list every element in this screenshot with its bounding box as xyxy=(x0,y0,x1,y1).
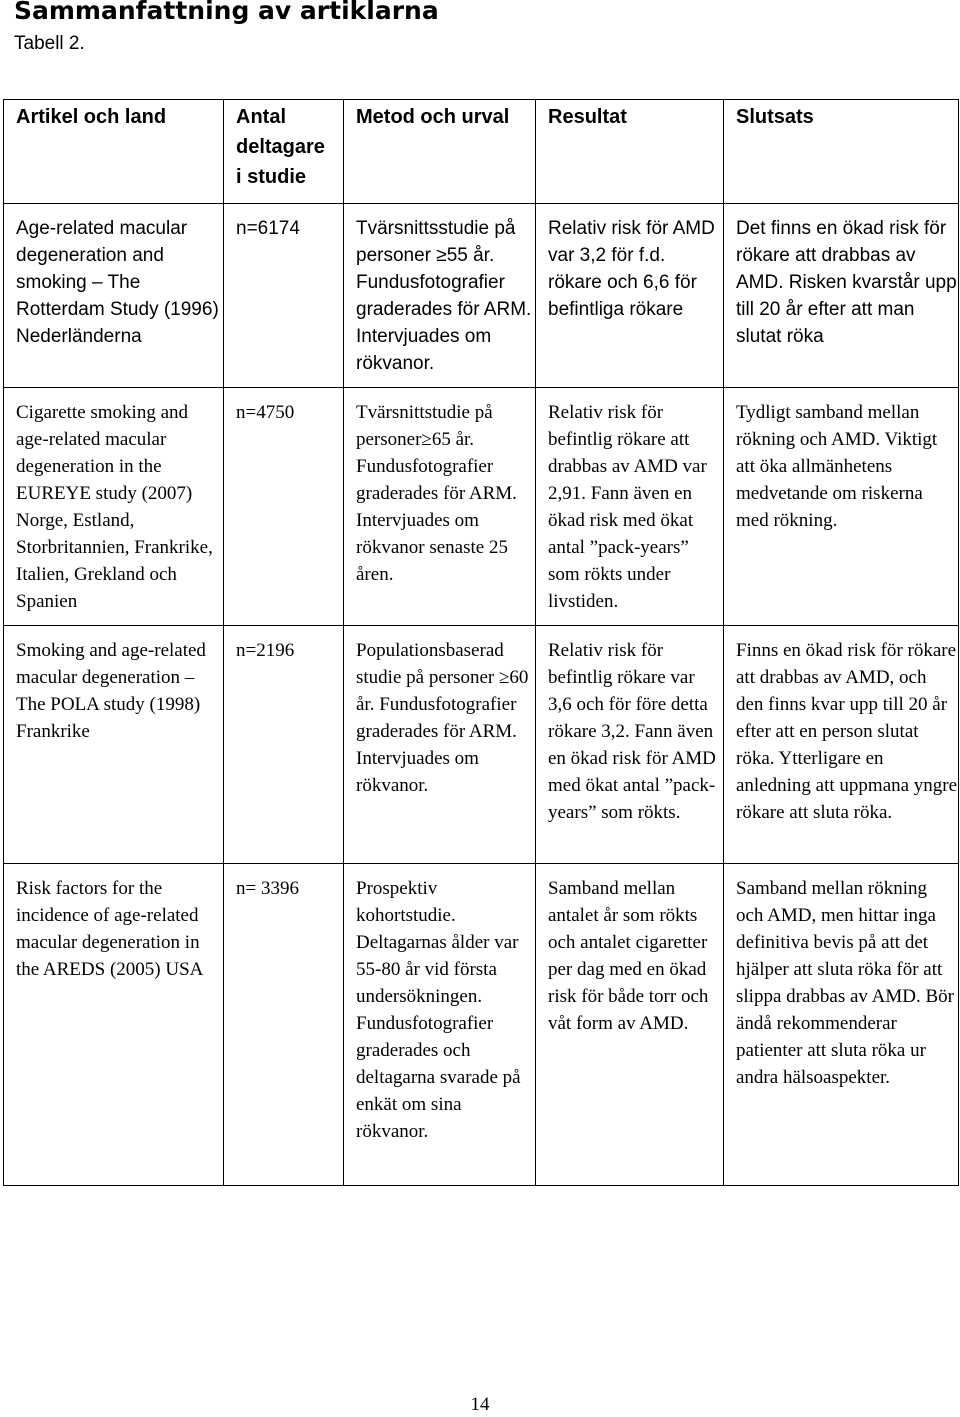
cell-conclusion: Det finns en ökad risk för rökare att drabbas av AMD. Risken kvarstår upp till 20 år efter att man slutat röka xyxy=(724,204,959,388)
cell-method: Tvärsnittstudie på personer≥65 år. Fundusfotografier graderades för ARM. Intervjuades om rökvanor senaste 25 åren. xyxy=(344,388,536,626)
cell-conclusion: Finns en ökad risk för rökare att drabbas av AMD, och den finns kvar upp till 20 år efter att en person slutat röka. Ytterligare en anledning att uppmana yngre rökare att sluta röka. xyxy=(724,626,959,864)
cell-method: Prospektiv kohortstudie. Deltagarnas ålder var 55-80 år vid första undersökningen. Fundusfotografier graderades och deltagarna svarade på enkät om sina rökvanor. xyxy=(344,864,536,1186)
cell-method: Tvärsnittsstudie på personer ≥55 år. Fundusfotografier graderades för ARM. Intervjuades om rökvanor. xyxy=(344,204,536,388)
cell-method: Populationsbaserad studie på personer ≥60 år. Fundusfotografier graderades för ARM. Intervjuades om rökvanor. xyxy=(344,626,536,864)
cell-result: Samband mellan antalet år som rökts och antalet cigaretter per dag med en ökad risk för både torr och våt form av AMD. xyxy=(536,864,724,1186)
table-header-row xyxy=(4,100,959,204)
cell-result: Relativ risk för befintlig rökare att drabbas av AMD var 2,91. Fann även en ökad risk med ökat antal ”pack-years” som rökts under livstiden. xyxy=(536,388,724,626)
cell-conclusion: Tydligt samband mellan rökning och AMD. Viktigt att öka allmänhetens medvetande om riskerna med rökning. xyxy=(724,388,959,626)
document-title: Sammanfattning av artiklarna xyxy=(14,0,439,25)
page-number: 14 xyxy=(470,1394,490,1415)
table-row xyxy=(4,626,959,864)
table-caption: Tabell 2. xyxy=(14,33,85,54)
cell-result: Relativ risk för AMD var 3,2 för f.d. rökare och 6,6 för befintliga rökare xyxy=(536,204,724,388)
cell-result: Relativ risk för befintlig rökare var 3,6 och för före detta rökare 3,2. Fann även en ökad risk för AMD med ökat antal ”pack-years” som rökts. xyxy=(536,626,724,864)
cell-participants: n=2196 xyxy=(224,626,344,864)
cell-article: Cigarette smoking and age-related macular degeneration in the EUREYE study (2007) Norge, Estland, Storbritannien, Frankrike, Italien, Grekland och Spanien xyxy=(4,388,224,626)
header-result: Resultat xyxy=(536,100,724,204)
cell-article: Smoking and age-related macular degeneration – The POLA study (1998) Frankrike xyxy=(4,626,224,864)
header-participants xyxy=(224,100,344,204)
cell-participants: n= 3396 xyxy=(224,864,344,1186)
header-article: Artikel och land xyxy=(4,100,224,204)
cell-conclusion: Samband mellan rökning och AMD, men hittar inga definitiva bevis på att det hjälper att sluta röka för att slippa drabbas av AMD. Bör ändå rekommenderar patienter att sluta röka ur andra hälsoaspekter. xyxy=(724,864,959,1186)
cell-article: Age-related macular degeneration and smoking – The Rotterdam Study (1996) Nederländerna xyxy=(4,204,224,388)
table-row xyxy=(4,864,959,1186)
header-method: Metod och urval xyxy=(344,100,536,204)
table-row xyxy=(4,388,959,626)
table-row xyxy=(4,204,959,388)
summary-table xyxy=(3,99,959,1186)
cell-participants: n=4750 xyxy=(224,388,344,626)
cell-participants: n=6174 xyxy=(224,204,344,388)
cell-article: Risk factors for the incidence of age-related macular degeneration in the AREDS (2005) USA xyxy=(4,864,224,1186)
header-participants-label: Antal deltagare i studie xyxy=(236,106,325,188)
header-conclusion: Slutsats xyxy=(724,100,959,204)
